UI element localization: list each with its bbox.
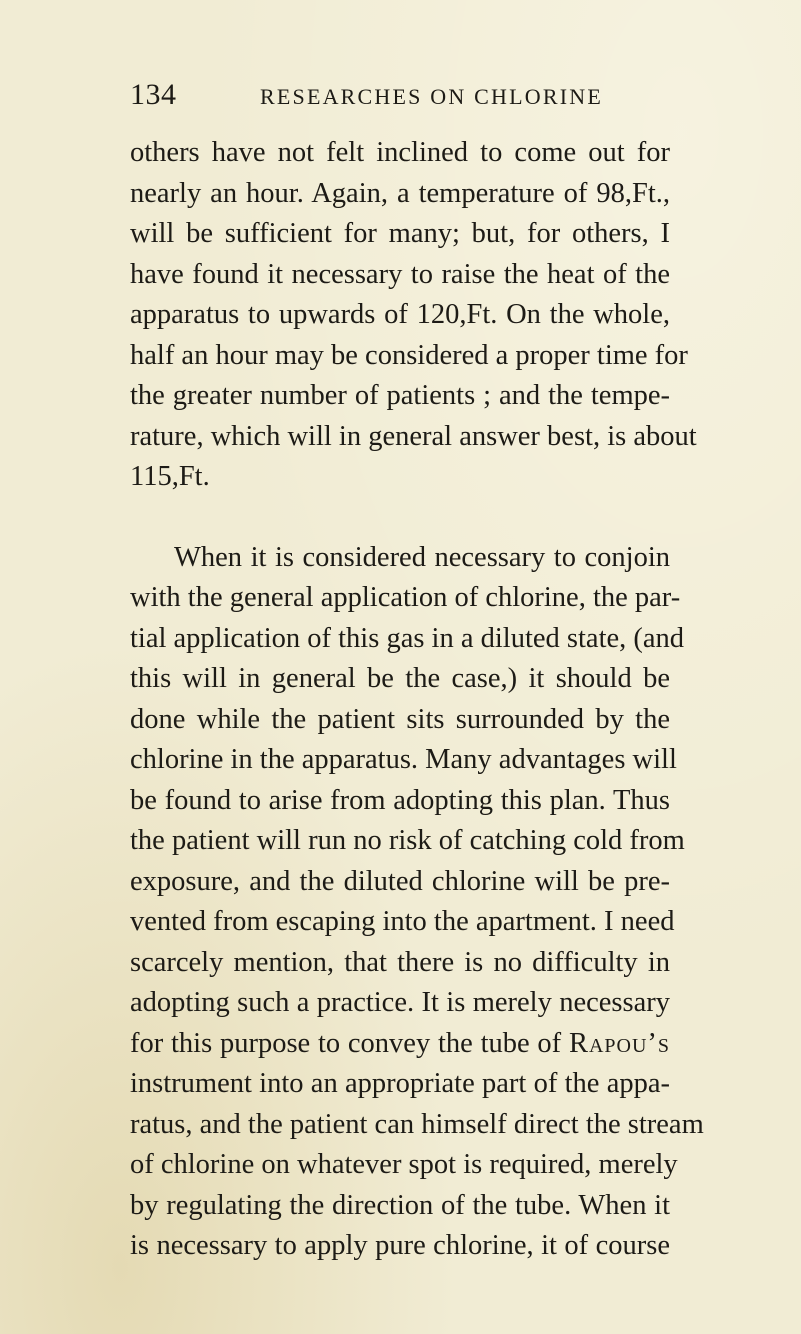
text-line: scarcely mention, that there is no difficulty in — [130, 946, 670, 978]
text-line: rature, which will in general answer best, is about — [130, 420, 697, 452]
text-line: exposure, and the diluted chlorine will be pre- — [130, 865, 670, 897]
page-header — [130, 78, 650, 118]
text-line: others have not felt inclined to come out for — [130, 137, 670, 168]
text-line: adopting such a practice. It is merely necessary — [130, 987, 670, 1018]
text-line: half an hour may be considered a proper time for — [130, 339, 688, 371]
text-line: be found to arise from adopting this plan. Thus — [130, 784, 670, 816]
text-line: the patient will run no risk of catching cold from — [130, 825, 685, 856]
text-line: by regulating the direction of the tube. When it — [130, 1189, 670, 1221]
text-line: apparatus to upwards of 120,Ft. On the whole, — [130, 299, 670, 330]
text-line: will be sufficient for many; but, for others, I — [130, 218, 670, 249]
text-line: with the general application of chlorine, the par- — [130, 582, 681, 613]
text-line: 115,Ft. — [130, 461, 210, 492]
author-name: Rapou’s — [568, 1027, 671, 1059]
text-line: When it is considered necessary to conjoin — [174, 541, 670, 573]
text-line: is necessary to apply pure chlorine, it of course — [130, 1230, 670, 1261]
paragraph — [130, 538, 704, 1267]
running-title: RESEARCHES ON CHLORINE — [260, 84, 603, 109]
text-line — [130, 1024, 670, 1065]
text-line: chlorine in the apparatus. Many advantages will — [130, 744, 677, 775]
text-line: done while the patient sits surrounded by the — [130, 703, 670, 735]
text-line: nearly an hour. Again, a temperature of 98,Ft., — [130, 177, 670, 209]
page-number: 134 — [130, 78, 177, 111]
paragraph — [130, 133, 697, 498]
text-line: of chlorine on whatever spot is required, merely — [130, 1149, 678, 1180]
text-line: vented from escaping into the apartment. I need — [130, 906, 675, 937]
text-line: have found it necessary to raise the heat of the — [130, 258, 670, 290]
text-line: this will in general be the case,) it should be — [130, 663, 670, 694]
text-line-part: for this purpose to convey the tube of — [130, 1027, 562, 1059]
body-text — [130, 133, 704, 1267]
text-line: ratus, and the patient can himself direct the stream — [130, 1108, 704, 1140]
text-line: tial application of this gas in a diluted state, (and — [130, 622, 685, 654]
text-line: the greater number of patients ; and the tempe- — [130, 380, 670, 411]
text-line: instrument into an appropriate part of the appa- — [130, 1068, 670, 1099]
